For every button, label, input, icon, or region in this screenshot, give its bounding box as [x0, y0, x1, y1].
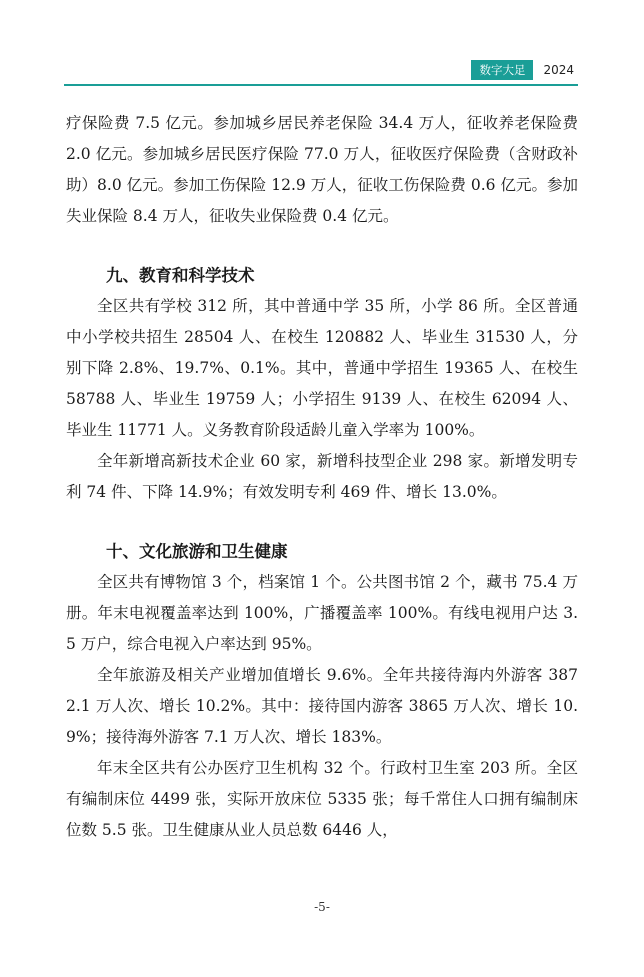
section-10-title: 十、文化旅游和卫生健康	[106, 542, 288, 561]
section-10-paragraph-1: 全区共有博物馆 3 个，档案馆 1 个。公共图书馆 2 个，藏书 75.4 万册。年末电视覆盖率达到 100%，广播覆盖率 100%。有线电视用户达 3.5 万户，综合电视入户率达到 95%。	[66, 573, 578, 653]
section-9-title: 九、教育和科学技术	[106, 266, 255, 285]
section-10-paragraph-2: 全年旅游及相关产业增加值增长 9.6%。全年共接待海内外游客 3872.1 万人次、增长 10.2%。其中：接待国内游客 3865 万人次、增长 10.9%；接待海外游客 7.1 万人次、增长 183%。	[66, 666, 578, 746]
section-9-paragraph-2: 全年新增高新技术企业 60 家，新增科技型企业 298 家。新增发明专利 74 件、下降 14.9%；有效发明专利 469 件、增长 13.0%。	[66, 452, 578, 501]
publication-year: 2024	[543, 63, 574, 77]
section-spacer	[66, 232, 578, 260]
document-body	[66, 108, 578, 846]
section-10-paragraph-3: 年末全区共有公办医疗卫生机构 32 个。行政村卫生室 203 所。全区有编制床位 4499 张，实际开放床位 5335 张；每千常住人口拥有编制床位数 5.5 张。卫生健康从业人员总数 6446 人，	[66, 759, 578, 839]
header-rule	[64, 84, 578, 86]
publication-badge: 数字大足	[471, 60, 533, 80]
intro-paragraph: 疗保险费 7.5 亿元。参加城乡居民养老保险 34.4 万人，征收养老保险费 2.0 亿元。参加城乡居民医疗保险 77.0 万人，征收医疗保险费（含财政补助）8.0 亿元。参加工伤保险 12.9 万人，征收工伤保险费 0.6 亿元。参加失业保险 8.4 万人，征收失业保险费 0.4 亿元。	[66, 114, 578, 225]
section-spacer	[66, 508, 578, 536]
section-9-paragraph-1: 全区共有学校 312 所，其中普通中学 35 所，小学 86 所。全区普通中小学校共招生 28504 人、在校生 120882 人、毕业生 31530 人，分别下降 2.8%、19.7%、0.1%。其中，普通中学招生 19365 人、在校生 58788 人、毕业生 19759 人；小学招生 9139 人、在校生 62094 人、毕业生 11771 人。义务教育阶段适龄儿童入学率为 100%。	[66, 297, 578, 439]
page-number: -5-	[314, 900, 330, 914]
page-header	[471, 60, 574, 80]
